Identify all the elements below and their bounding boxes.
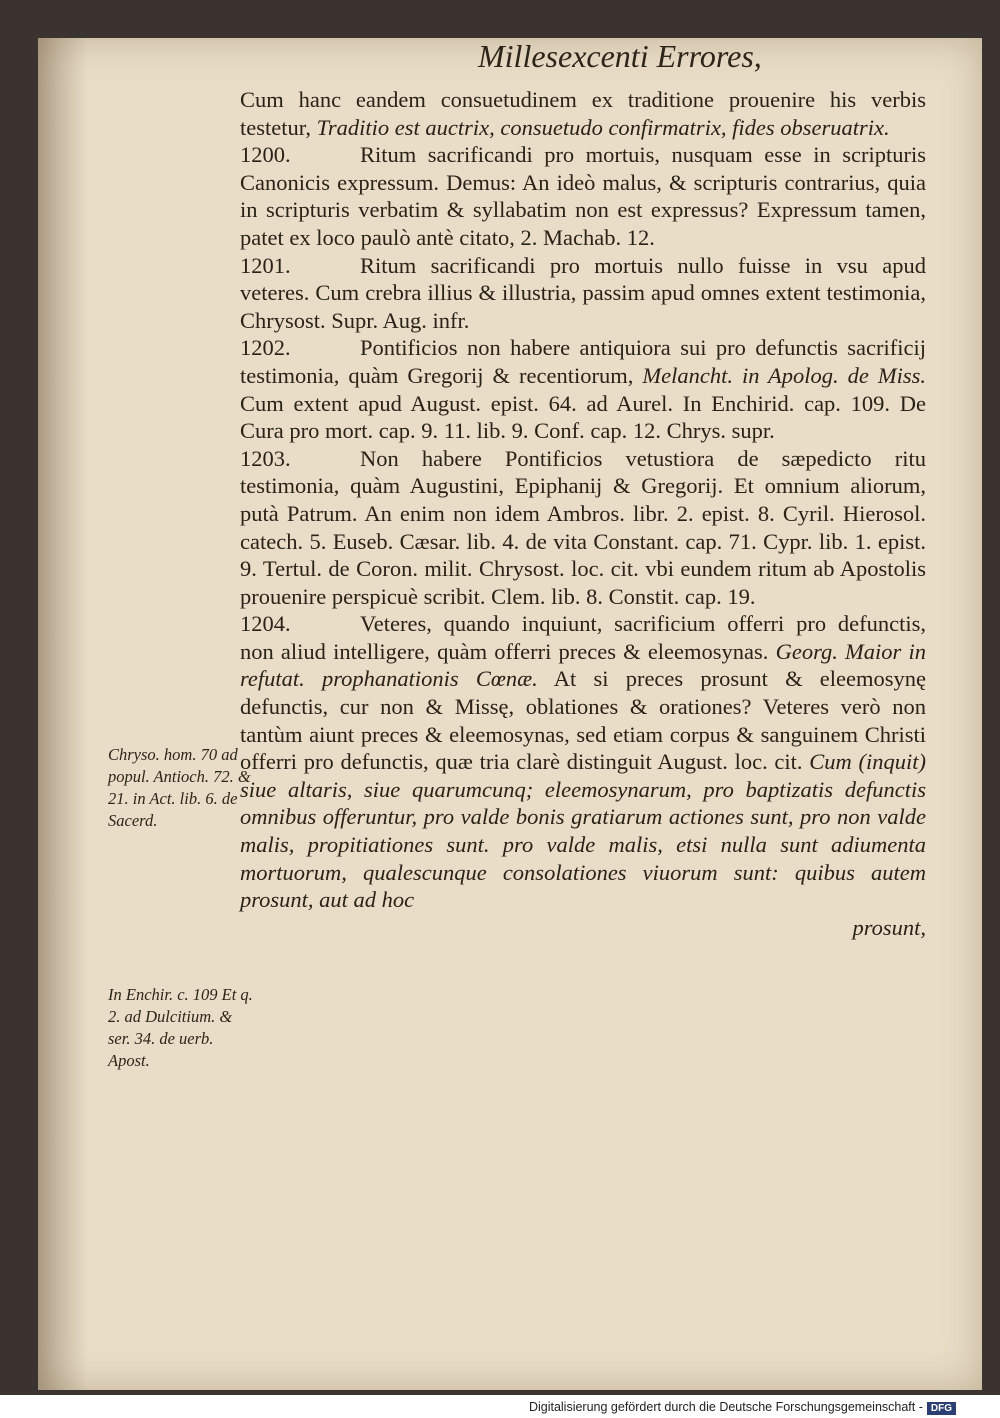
entry-number: 1201.	[240, 252, 291, 278]
entry-number: 1203.	[240, 445, 291, 471]
entry-number: 1202.	[240, 335, 291, 361]
entry-number: 1204.	[240, 611, 291, 637]
footer-text: Digitalisierung gefördert durch die Deutsche Forschungsgemeinschaft -	[528, 1400, 923, 1414]
entry-1204: 1204. Veteres, quando inquiunt, sacrificium offerri pro defunctis, non aliud intelligere, quàm offerri preces & eleemosynas. Georg. Maior in refutat. prophanationis Cœnæ. At si preces prosunt & eleemosynę defunctis, cur non & Missę, oblationes & orationes? Veteres verò non tantùm aiunt preces & eleemosynas, sed etiam corpus & sanguinem Christi offerri pro defunctis, quæ tria clarè distinguit August. loc. cit. Cum (inquit) siue altaris, siue quarumcunq; eleemosynarum, pro baptizatis defunctis omnibus offeruntur, pro valde bonis gratiarum actiones sunt, pro non valde malis, propitiationes sunt. pro valde malis, etsi nulla sunt adiumenta mortuorum, qualescunque consolationes viuorum sunt: quibus autem prosunt, aut ad hoc	[240, 611, 927, 913]
entry-number: 1200.	[240, 142, 291, 168]
entry-1202: 1202. Pontificios non habere antiquiora sui pro defunctis sacrificij testimonia, quàm Gregorij & recentiorum, Melancht. in Apolog. de Miss. Cum extent apud August. epist. 64. ad Aurel. In Enchirid. cap. 109. De Cura pro mort. cap. 9. 11. lib. 9. Conf. cap. 12. Chrys. supr.	[240, 335, 926, 444]
margin-note-enchiridion: In Enchir. c. 109 Et q. 2. ad Dulcitium. & ser. 34. de uerb. Apost.	[108, 985, 253, 1070]
page-gutter	[38, 38, 88, 1390]
digitization-footer	[529, 1400, 956, 1415]
running-head: Millesexcenti Errores,	[478, 38, 762, 74]
entry-1201: 1201. Ritum sacrificandi pro mortuis nullo fuisse in vsu apud veteres. Cum crebra illius & illustria, passim apud omnes extent testimonia, Chrysost. Supr. Aug. infr.	[240, 252, 926, 333]
entry-1203: 1203. Non habere Pontificios vetustiora de sæpedicto ritu testimonia, quàm Augustini, Epiphanij & Gregorij. Et omnium aliorum, putà Patrum. An enim non idem Ambros. libr. 2. epist. 8. Cyril. Hierosol. catech. 5. Euseb. Cæsar. lib. 4. de vita Constant. cap. 71. Cypr. lib. 1. epist. 9. Tertul. de Coron. milit. Chrysost. loc. cit. vbi eundem ritum ab Apostolis prouenire perspicuè scribit. Clem. lib. 8. Constit. cap. 19.	[240, 445, 926, 609]
entry-1200: 1200. Ritum sacrificandi pro mortuis, nusquam esse in scripturis Canonicis expressum. Demus: An ideò malus, & scripturis contrarius, quia in scripturis verbatim & syllabatim non est expressus? Expressum tamen, patet ex loco paulò antè citato, 2. Machab. 12.	[240, 142, 926, 250]
catchword: prosunt,	[852, 914, 926, 940]
margin-note-chrysostom: Chryso. hom. 70 ad popul. Antioch. 72. & 21. in Act. lib. 6. de Sacerd.	[108, 745, 251, 830]
intro-paragraph: Cum hanc eandem consuetudinem ex traditione prouenire his verbis testetur, Traditio est auctrix, consuetudo confirmatrix, fides obseruatrix.	[240, 87, 926, 140]
main-text	[240, 86, 926, 941]
dfg-logo: DFG	[927, 1402, 956, 1415]
